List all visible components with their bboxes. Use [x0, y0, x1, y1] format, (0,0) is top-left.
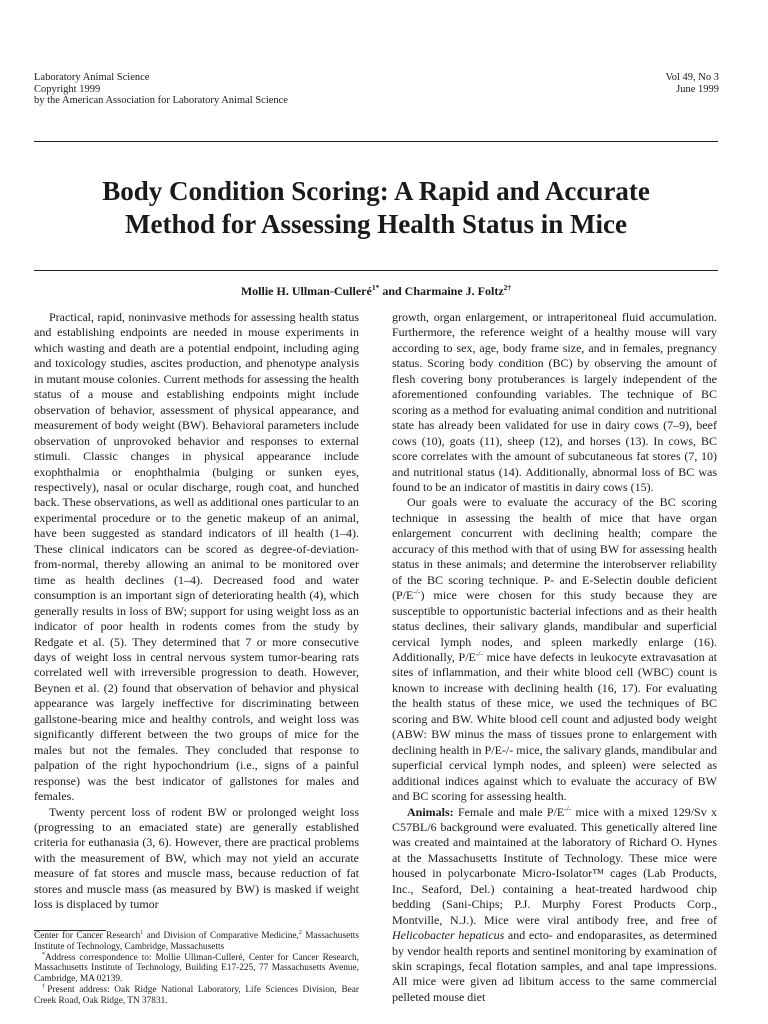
goals-paragraph: Our goals were to evaluate the accuracy of the BC scoring technique in assessing the health of mice that have organ enlargement concurrent with declining health; compare the accuracy of this method with that of using BW for assessing health status in these animals; and determine the interobserver reliability of the BC scoring technique. P- and E-Selectin double deficient (P/E-/-) mice were chosen for this study because they are susceptible to opportunistic bacterial infections and as their health status declines, their salivary glands, mandibular and superficial cervical lymph nodes, and spleen markedly enlarge (16). Additionally, P/E-/- mice have defects in leukocyte extravasation at sites of inflammation, and their white blood cell (WBC) count is known to increase with declining health (16, 17). For evaluating the health status of these mice, we used the techniques of BC scoring and BW. White blood cell count and adjusted body weight (ABW: BW minus the mass of tissues prone to enlargement with declining health in P/E-/- mice, the salivary glands, mandibular and superficial cervical lymph nodes, and spleen) were selected as additional indices against which to evaluate the accuracy of BW and BC scoring for assessing health.	[392, 495, 717, 804]
issue-info	[666, 72, 719, 95]
header-rule	[34, 141, 718, 142]
publisher-line: by the American Association for Laboratory Animal Science	[34, 95, 288, 106]
title-line-1: Body Condition Scoring: A Rapid and Accurate	[102, 176, 650, 206]
issue-date: June 1999	[676, 83, 719, 95]
volume-number: Vol 49, No 3	[665, 72, 719, 83]
author-conjunction: and	[379, 284, 405, 298]
left-column	[34, 310, 359, 913]
intro-paragraph-3: growth, organ enlargement, or intraperitoneal fluid accumulation. Furthermore, the reference weight of a healthy mouse will vary according to sex, age, body frame size, and in females, pregnancy status. Scoring body condition (BC) by observing the amount of flesh covering bony protuberances is largely independent of the aforementioned confounding variables. The technique of BC scoring as a method for evaluating animal condition and nutritional state has already been validated for use in dairy cows (7–9), beef cows (10), goats (11), sheep (12), and horses (13). In cows, BC score correlates with the amount of subcutaneous fat stores (7, 10) and nutritional status (14). Additionally, abnormal loss of BC was found to be an indicator of mastitis in dairy cows (15).	[392, 310, 717, 494]
footnote-affiliations: Center for Cancer Research$^1$ and Division of Comparative Medicine,$^2$ Massachusetts Institute of Technology, Cambridge, Massachusetts	[34, 929, 359, 952]
author-1-affiliation: 1*	[371, 283, 380, 292]
article-title	[34, 175, 718, 241]
copyright-line: Copyright 1999	[34, 83, 101, 95]
author-1: Mollie H. Ullman-Culleré	[240, 284, 372, 298]
animals-heading: Animals:	[407, 804, 454, 819]
title-rule	[34, 270, 718, 271]
footnote-present-address: †Present address: Oak Ridge National Laboratory, Life Sciences Division, Bear Creek Road, Oak Ridge, TN 37831.	[34, 983, 360, 1006]
author-line	[34, 281, 718, 298]
animals-paragraph: Animals: Female and male P/E-/- mice with a mixed 129/Sv x C57BL/6 background were evaluated. This genetically altered line was created and maintained at the laboratory of Richard O. Hynes at the Massachusetts Institute of Technology. These mice were housed in polycarbonate Micro-Isolator™ cages (Lab Products, Inc., Seaford, Del.) containing a heat-treated hardwood chip bedding (Sani-Chips; P.J. Murphy Forest Products Corp., Montville, N.J.). Mice were viral antibody free, and free of Helicobacter hepaticus and ecto- and endoparasites, as determined by vendor health reports and sentinel monitoring by examination of skin scrapings, fecal flotation samples, and anal tape impressions. All mice were given ad libitum access to the same commercial pelleted mouse diet	[392, 803, 718, 1004]
author-2: Charmaine J. Foltz	[404, 284, 504, 298]
footnote-correspondence: *Address correspondence to: Mollie Ullman-Culleré, Center for Cancer Research, Massachusetts Institute of Technology, Building E17-225, 77 Massachusetts Avenue, Cambridge, MA 02139.	[34, 951, 359, 985]
author-2-affiliation: 2†	[503, 283, 512, 292]
journal-header	[34, 72, 288, 107]
footnotes	[34, 931, 359, 1007]
right-column	[392, 310, 717, 1005]
intro-paragraph-1: Practical, rapid, noninvasive methods for assessing health status and establishing endpoints are needed in mouse experiments in which wasting and death are a potential endpoint, including aging and toxicology studies, ascites production, and phenotype analysis in mutant mouse colonies. Current methods for assessing the health status of a mouse and establishing endpoints might include observation of behavior, assessment of physical appearance, and measurement of body weight (BW). Behavioral parameters include observation of unprovoked behavior and responses to external stimuli. Classic changes in physical appearance include exophthalmia or enophthalmia (bulging or sunken eyes, respectively), nasal or ocular discharge, rough coat, and hunched back. These observations, as well as additional ones particular to an experimental procedure or to the genetic makeup of an animal, have been suggested as standard indicators of ill health (1–4). These clinical indicators can be scored as degree-of-deviation-from-normal, thereby allowing an animal to be monitored over time as health declines (1–4). Decreased food and water consumption is an important sign of deteriorating health (4), which generally results in loss of BW; support for using weight loss as an indicator of poor health in rodents comes from the study by Redgate et al. (5). They determined that 7 or more consecutive days of weight loss in central nervous system tumor-bearing rats correlated well with irreversible progression to death. However, Beynen et al. (2) found that observation of behavior and physical appearance was largely ineffective for discriminating between gallstone-bearing mice and healthy controls, and weight loss was significantly different between the two groups of mice for the males but not the females. They concluded that response to palpation of the right hypochondrium (i.e., signs of a painful response) was the best indicator of gallstones for males and females.	[34, 310, 360, 804]
title-line-2: Method for Assessing Health Status in Mice	[124, 209, 627, 239]
intro-paragraph-2: Twenty percent loss of rodent BW or prolonged weight loss (progressing to an emaciated state) are generally established criteria for euthanasia (3, 6). However, there are practical problems with the measurement of BW, which may not yield an accurate measure of fat stores and muscle mass, because reduction of fat stores and muscle mass (as measured by BW) is masked if weight loss is displaced by tumor	[34, 804, 359, 912]
journal-name: Laboratory Animal Science	[34, 72, 150, 83]
